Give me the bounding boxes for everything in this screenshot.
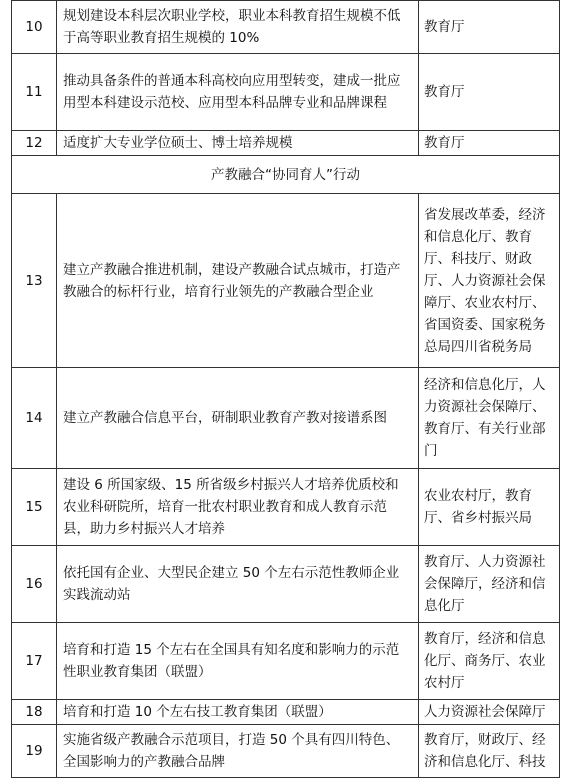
- task-cell: 建立产教融合推进机制，建设产教融合试点城市，打造产教融合的标杆行业，培育行业领先的产教融合型企业: [57, 194, 419, 368]
- task-cell: 规划建设本科层次职业学校，职业本科教育招生规模不低于高等职业教育招生规模的 10%: [57, 1, 419, 54]
- department-cell: 人力资源社会保障厅: [419, 700, 560, 725]
- row-number: 11: [12, 54, 57, 131]
- department-cell: 教育厅、人力资源社会保障厅，经济和信息化厅: [419, 546, 560, 623]
- task-cell: 实施省级产教融合示范项目，打造 50 个具有四川特色、全国影响力的产教融合品牌: [57, 725, 419, 778]
- task-cell: 适度扩大专业学位硕士、博士培养规模: [57, 131, 419, 156]
- task-cell: 建立产教融合信息平台，研制职业教育产教对接谱系图: [57, 368, 419, 469]
- task-cell: 培育和打造 10 个左右技工教育集团（联盟）: [57, 700, 419, 725]
- table-row: [12, 546, 560, 623]
- department-cell: 经济和信息化厅，人力资源社会保障厅、教育厅、有关行业部门: [419, 368, 560, 469]
- department-cell: 教育厅: [419, 131, 560, 156]
- row-number: 13: [12, 194, 57, 368]
- task-cell: 推动具备条件的普通本科高校向应用型转变，建成一批应用型本科建设示范校、应用型本科品牌专业和品牌课程: [57, 54, 419, 131]
- table-row: [12, 725, 560, 778]
- table-row: [12, 131, 560, 156]
- task-table: [11, 0, 560, 778]
- table-row: [12, 623, 560, 700]
- department-cell: 教育厅，经济和信息化厅、商务厅、农业农村厅: [419, 623, 560, 700]
- row-number: 10: [12, 1, 57, 54]
- department-cell: 农业农村厅，教育厅、省乡村振兴局: [419, 469, 560, 546]
- section-title: 产教融合“协同育人”行动: [12, 156, 560, 194]
- section-row: [12, 156, 560, 194]
- row-number: 19: [12, 725, 57, 778]
- table-row: [12, 469, 560, 546]
- task-cell: 依托国有企业、大型民企建立 50 个左右示范性教师企业实践流动站: [57, 546, 419, 623]
- task-cell: 建设 6 所国家级、15 所省级乡村振兴人才培养优质校和农业科研院所，培育一批农村职业教育和成人教育示范县，助力乡村振兴人才培养: [57, 469, 419, 546]
- table-row: [12, 700, 560, 725]
- row-number: 18: [12, 700, 57, 725]
- department-cell: 教育厅: [419, 54, 560, 131]
- table-row: [12, 54, 560, 131]
- table-row: [12, 1, 560, 54]
- table-row: [12, 368, 560, 469]
- row-number: 12: [12, 131, 57, 156]
- row-number: 14: [12, 368, 57, 469]
- table-row: [12, 194, 560, 368]
- department-cell: 省发展改革委，经济和信息化厅、教育厅、科技厅、财政厅、人力资源社会保障厅、农业农村厅、省国资委、国家税务总局四川省税务局: [419, 194, 560, 368]
- row-number: 16: [12, 546, 57, 623]
- row-number: 15: [12, 469, 57, 546]
- row-number: 17: [12, 623, 57, 700]
- department-cell: 教育厅，财政厅、经济和信息化厅、科技: [419, 725, 560, 778]
- task-cell: 培育和打造 15 个左右在全国具有知名度和影响力的示范性职业教育集团（联盟）: [57, 623, 419, 700]
- department-cell: 教育厅: [419, 1, 560, 54]
